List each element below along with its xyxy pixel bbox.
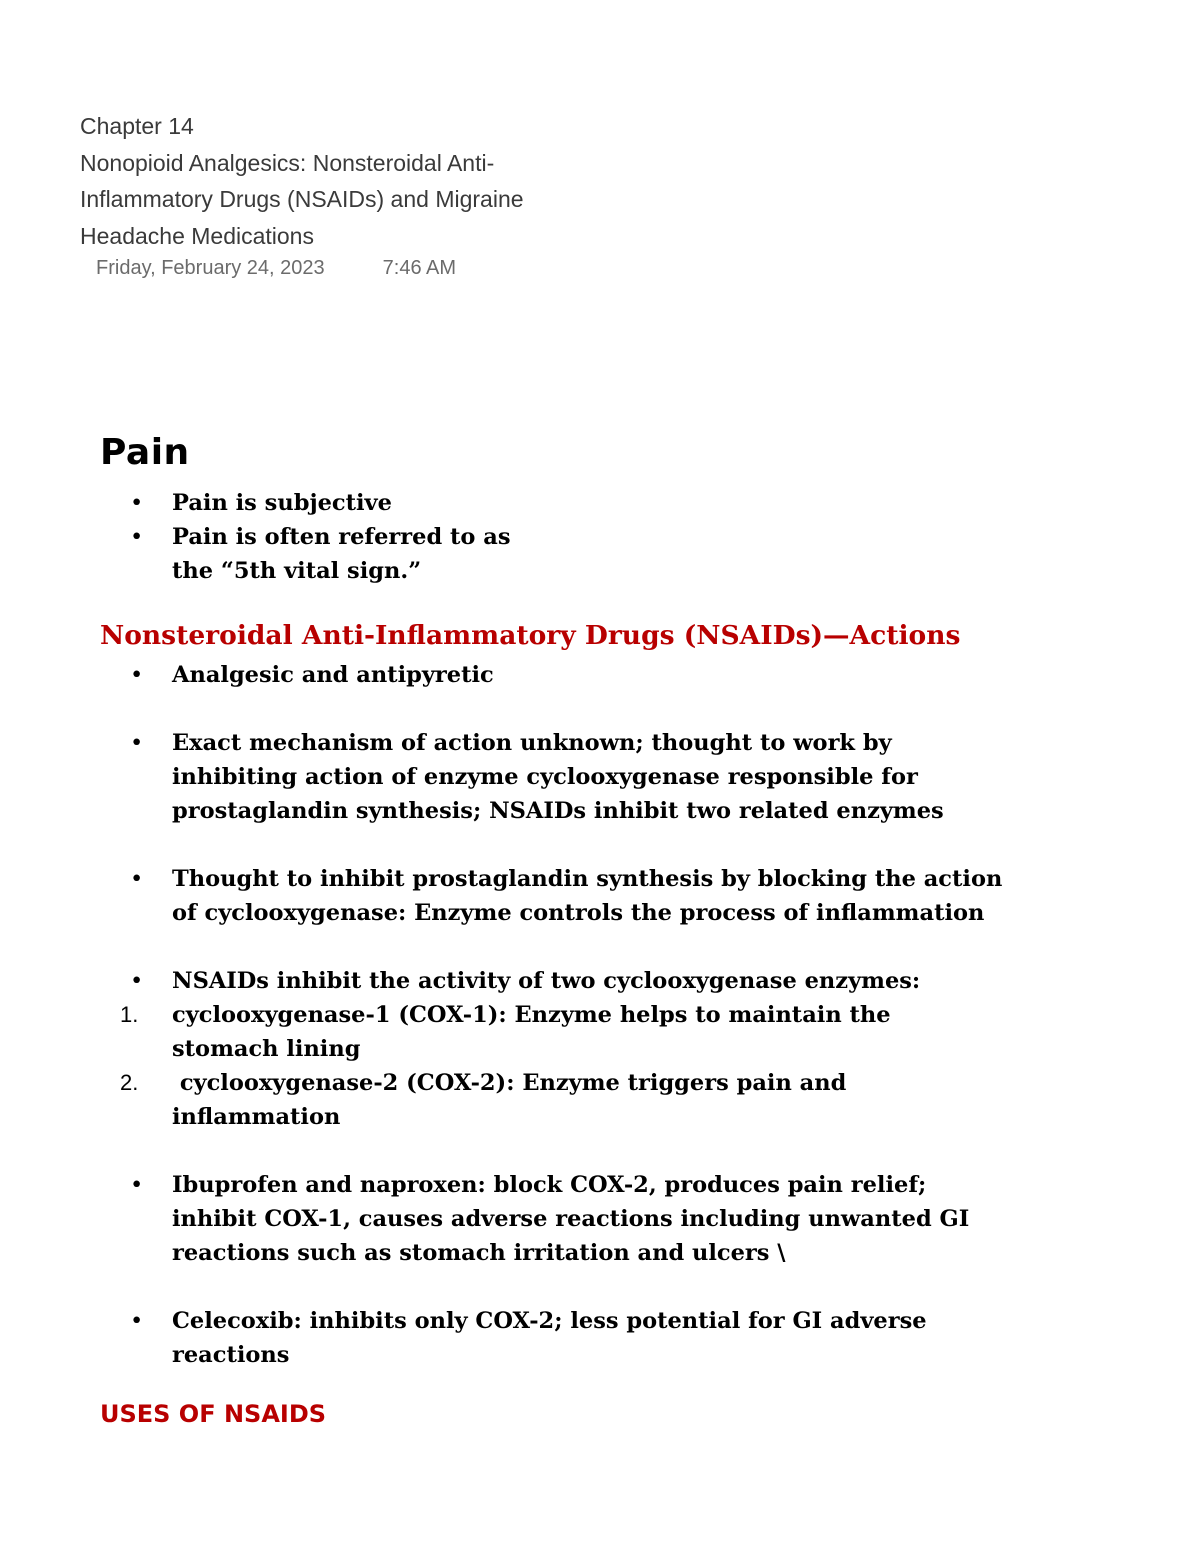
pain-heading: Pain xyxy=(100,432,190,473)
pain-list xyxy=(102,486,511,588)
list-item: • Ibuprofen and naproxen: block COX-2, produces pain relief; inhibit COX-1, causes adverse reactions including unwanted GI reactions such as stomach irritation and ulcers \ xyxy=(102,1168,1002,1270)
list-item: • Celecoxib: inhibits only COX-2; less potential for GI adverse reactions xyxy=(102,1304,1002,1372)
numbered-item: 2. cyclooxygenase-2 (COX-2): Enzyme triggers pain and inflammation xyxy=(102,1066,1002,1134)
item-number: 1. xyxy=(120,1002,139,1027)
page-title-line-3: Headache Medications xyxy=(80,222,314,249)
page-title-line-1: Nonopioid Analgesics: Nonsteroidal Anti- xyxy=(80,149,495,176)
list-item: • Thought to inhibit prostaglandin synthesis by blocking the action of cyclooxygenase: Enzyme controls the process of inflammation xyxy=(102,862,1002,930)
item-number: 2. xyxy=(120,1070,139,1095)
uses-of-nsaids-heading: USES OF NSAIDS xyxy=(100,1400,327,1428)
page-time: 7:46 AM xyxy=(382,257,457,279)
page-date: Friday, February 24, 2023 xyxy=(96,257,325,279)
chapter-label: Chapter 14 xyxy=(80,113,194,139)
page-title-line-2: Inflammatory Drugs (NSAIDs) and Migraine xyxy=(80,186,524,212)
numbered-item: 1. cyclooxygenase-1 (COX-1): Enzyme helps to maintain the stomach lining xyxy=(102,998,1002,1066)
bullet-icon: • xyxy=(130,662,144,688)
page-header xyxy=(80,108,680,282)
bullet-icon: • xyxy=(130,866,144,892)
list-item: • NSAIDs inhibit the activity of two cyclooxygenase enzymes: xyxy=(102,964,1002,998)
bullet-icon: • xyxy=(130,1308,144,1334)
list-item: • Pain is subjective xyxy=(102,486,511,520)
bullet-icon: • xyxy=(130,524,144,550)
bullet-icon: • xyxy=(130,730,144,756)
bullet-icon: • xyxy=(130,490,144,516)
bullet-icon: • xyxy=(130,968,144,994)
list-item: • Exact mechanism of action unknown; thought to work by inhibiting action of enzyme cyclooxygenase responsible for prostaglandin synthesis; NSAIDs inhibit two related enzymes xyxy=(102,726,1002,828)
page-timestamp xyxy=(96,254,680,282)
bullet-icon: • xyxy=(130,1172,144,1198)
nsaids-actions-heading: Nonsteroidal Anti-Inflammatory Drugs (NSAIDs)—Actions xyxy=(100,620,961,651)
list-item: • Analgesic and antipyretic xyxy=(102,658,1002,692)
list-item: • Pain is often referred to as the “5th vital sign.” xyxy=(102,520,511,588)
nsaids-actions-list xyxy=(102,658,1002,1372)
